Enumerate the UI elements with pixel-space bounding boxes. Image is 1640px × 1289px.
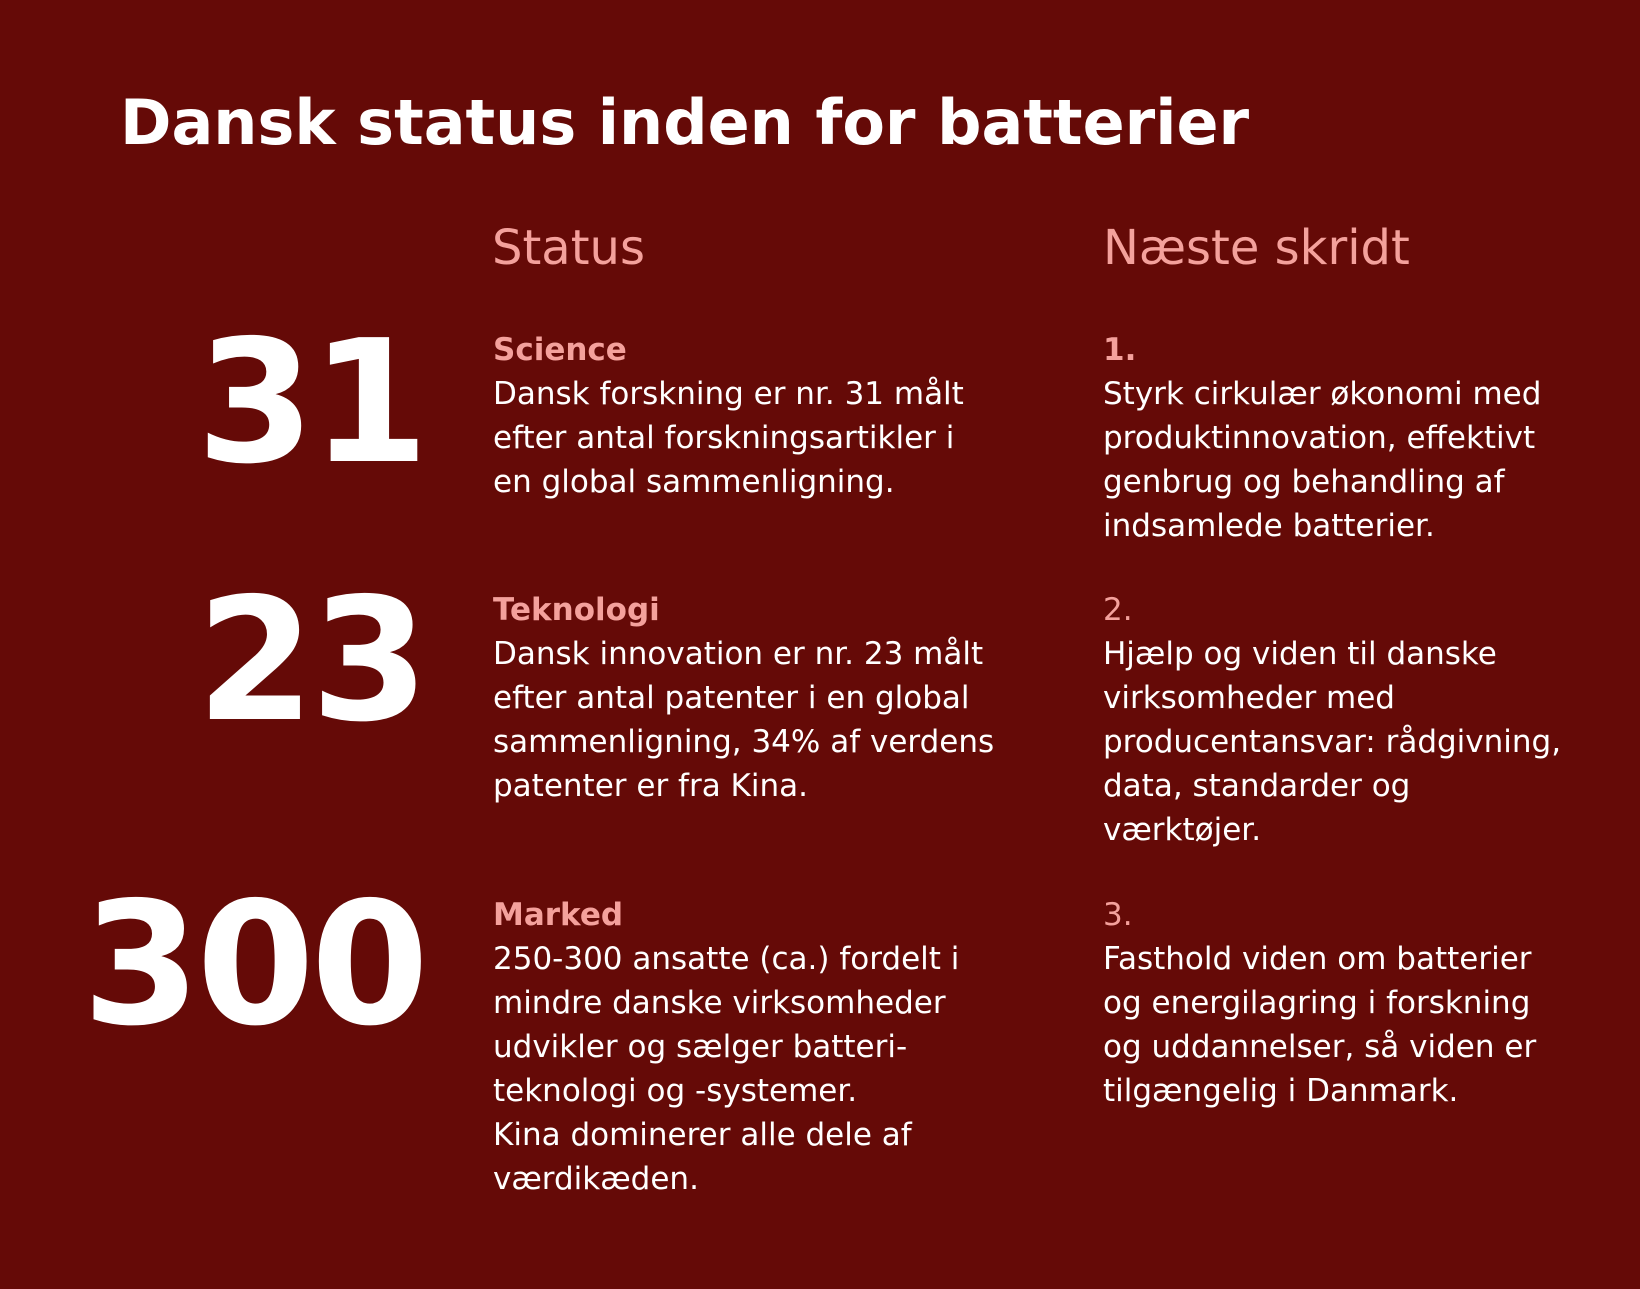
market-status-block (493, 893, 1033, 1201)
technology-label: Teknologi (493, 592, 660, 628)
step-1-text-line: indsamlede batterier. (1103, 508, 1435, 544)
step-3-number: 3. (1103, 897, 1133, 933)
market-employees-number: 300 (82, 866, 425, 1064)
technology-text-line: Dansk innovation er nr. 23 målt (493, 636, 984, 672)
step-2-block (1103, 588, 1623, 852)
science-label: Science (493, 332, 627, 368)
step-3-description (1103, 937, 1623, 1113)
market-description (493, 937, 1033, 1201)
technology-text-line: efter antal patenter i en global (493, 680, 970, 716)
science-description (493, 372, 1033, 504)
step-1-text-line: produktinnovation, effektivt (1103, 420, 1536, 456)
technology-rank-number: 23 (196, 562, 425, 760)
step-2-text-line: værktøjer. (1103, 812, 1262, 848)
market-text-line: værdikæden. (493, 1161, 699, 1197)
step-1-number: 1. (1103, 332, 1137, 368)
science-text-line: en global sammenligning. (493, 464, 895, 500)
step-2-number: 2. (1103, 592, 1133, 628)
step-1-text-line: Styrk cirkulær økonomi med (1103, 376, 1542, 412)
technology-text-line: sammenligning, 34% af verdens (493, 724, 995, 760)
technology-description (493, 632, 1033, 808)
science-rank-number: 31 (196, 304, 425, 502)
step-1-block (1103, 328, 1623, 548)
step-2-text-line: producentansvar: rådgivning, (1103, 724, 1562, 760)
science-status-block (493, 328, 1033, 504)
next-steps-column-header: Næste skridt (1103, 220, 1410, 276)
market-text-line: mindre danske virksomheder (493, 985, 946, 1021)
market-text-line: udvikler og sælger batteri- (493, 1029, 908, 1065)
step-3-text-line: tilgængelig i Danmark. (1103, 1073, 1459, 1109)
step-3-text-line: Fasthold viden om batterier (1103, 941, 1532, 977)
step-3-text-line: og energilagring i forskning (1103, 985, 1531, 1021)
market-text-line: teknologi og -systemer. (493, 1073, 858, 1109)
step-1-text-line: genbrug og behandling af (1103, 464, 1505, 500)
market-text-line: Kina dominerer alle dele af (493, 1117, 912, 1153)
science-text-line: Dansk forskning er nr. 31 målt (493, 376, 964, 412)
step-2-text-line: Hjælp og viden til danske (1103, 636, 1497, 672)
technology-text-line: patenter er fra Kina. (493, 768, 808, 804)
market-label: Marked (493, 897, 624, 933)
science-text-line: efter antal forskningsartikler i (493, 420, 955, 456)
market-text-line: 250-300 ansatte (ca.) fordelt i (493, 941, 960, 977)
step-2-text-line: data, standarder og (1103, 768, 1411, 804)
step-3-text-line: og uddannelser, så viden er (1103, 1029, 1537, 1065)
page-title: Dansk status inden for batterier (120, 86, 1250, 159)
technology-status-block (493, 588, 1033, 808)
step-1-description (1103, 372, 1623, 548)
status-column-header: Status (492, 220, 645, 276)
step-2-text-line: virksomheder med (1103, 680, 1395, 716)
step-3-block (1103, 893, 1623, 1113)
step-2-description (1103, 632, 1623, 852)
